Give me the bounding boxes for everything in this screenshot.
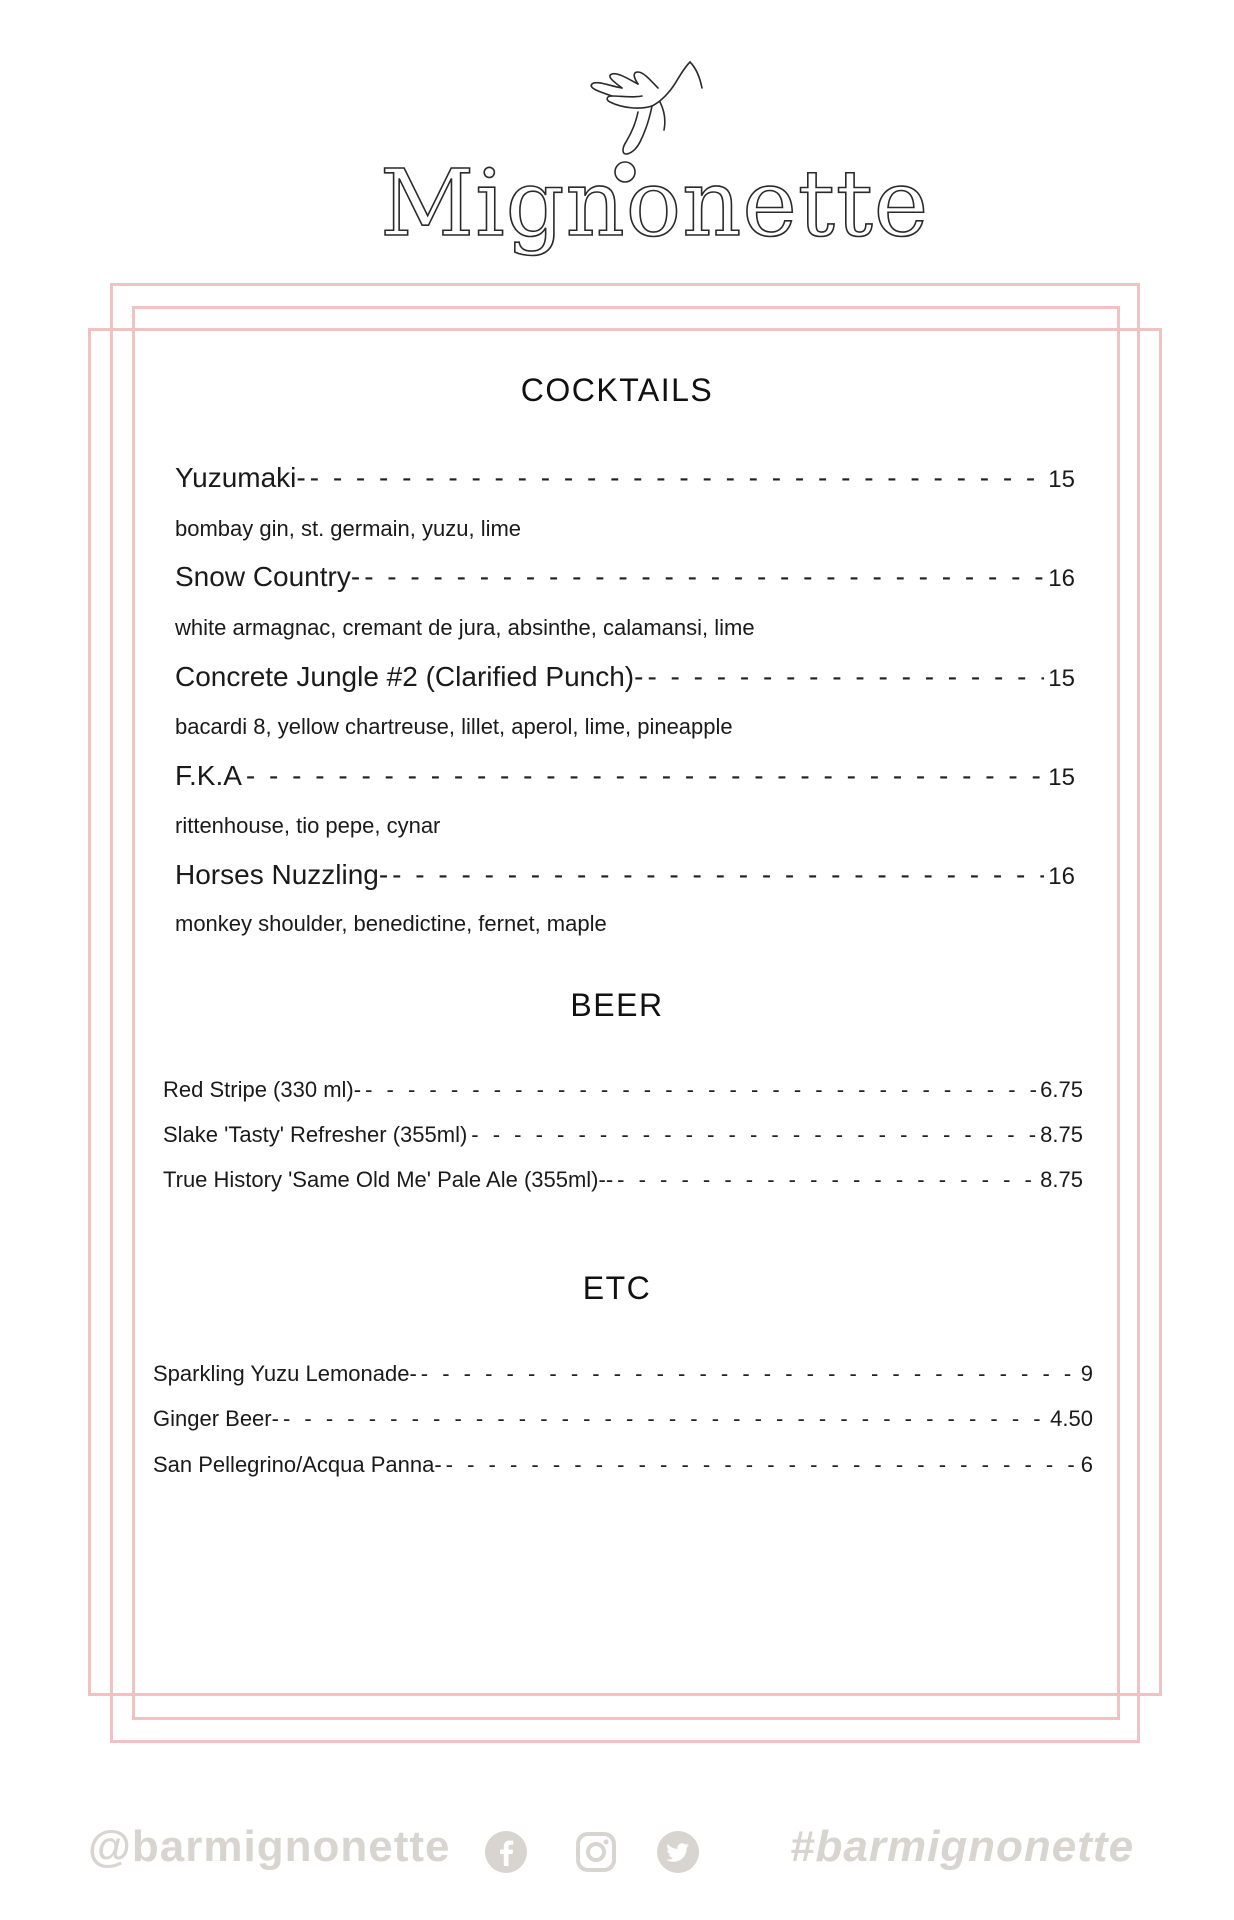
etc-name: San Pellegrino/Acqua Panna- [153,1452,442,1477]
social-handle[interactable]: @barmignonette [88,1822,451,1871]
cocktail-description: monkey shoulder, benedictine, fernet, maple [175,911,607,936]
instagram-icon[interactable] [574,1830,618,1874]
beer-item [163,1167,1083,1193]
dot-leader [446,1452,1077,1478]
cocktail-item [175,760,1075,792]
dot-leader [421,1361,1077,1387]
cocktails-heading: COCKTAILS [520,372,714,408]
beer-price: 8.75 [1040,1167,1083,1192]
cocktail-description: bacardi 8, yellow chartreuse, lillet, aperol, lime, pineapple [175,714,733,739]
beer-name: Red Stripe (330 ml)- [163,1077,362,1102]
cocktail-name: F.K.A [175,760,242,791]
dot-leader [283,1406,1046,1432]
cocktail-price: 16 [1048,863,1075,890]
brand-logo [360,50,930,257]
cocktail-name: Horses Nuzzling- [175,859,389,890]
dot-leader [364,561,1044,593]
beer-name: Slake 'Tasty' Refresher (355ml) [163,1122,468,1147]
beer-heading: BEER [570,987,664,1023]
beer-price: 8.75 [1040,1122,1083,1147]
facebook-icon[interactable] [484,1830,528,1874]
brand-logo-text: Mignonette [380,150,930,257]
dot-leader [365,1077,1036,1103]
cocktail-item [175,462,1075,494]
etc-price: 4.50 [1050,1406,1093,1431]
beer-price: 6.75 [1040,1077,1083,1102]
cocktail-item [175,859,1075,891]
cocktail-description: rittenhouse, tio pepe, cynar [175,813,441,838]
beer-item [163,1122,1083,1148]
twitter-icon[interactable] [656,1830,700,1874]
cocktail-item [175,561,1075,593]
etc-name: Sparkling Yuzu Lemonade- [153,1361,417,1386]
dot-leader [647,661,1044,693]
cocktail-price: 15 [1048,764,1075,791]
cocktail-description: white armagnac, cremant de jura, absinthe, calamansi, lime [175,615,755,640]
cocktail-name: Concrete Jungle #2 (Clarified Punch)- [175,661,644,692]
dot-leader [471,1122,1036,1148]
social-hashtag[interactable]: #barmignonette [790,1822,1135,1871]
etc-price: 9 [1080,1361,1093,1386]
beer-name: True History 'Same Old Me' Pale Ale (355ml)-- [163,1167,614,1192]
etc-heading: ETC [582,1270,652,1306]
dot-leader [617,1167,1036,1193]
etc-price: 6 [1080,1452,1093,1477]
etc-item [153,1406,1093,1432]
cocktail-name: Snow Country- [175,561,361,592]
dot-leader [392,859,1044,891]
beer-item [163,1077,1083,1103]
cocktail-price: 15 [1048,466,1075,493]
dot-leader [310,462,1045,494]
cocktail-description: bombay gin, st. germain, yuzu, lime [175,516,522,541]
cocktail-item [175,661,1075,693]
dot-leader [246,760,1044,792]
cocktail-price: 16 [1048,565,1075,592]
etc-item [153,1361,1093,1387]
etc-name: Ginger Beer- [153,1406,279,1431]
cocktail-name: Yuzumaki- [175,462,306,493]
cocktail-price: 15 [1048,665,1075,692]
etc-item [153,1452,1093,1478]
